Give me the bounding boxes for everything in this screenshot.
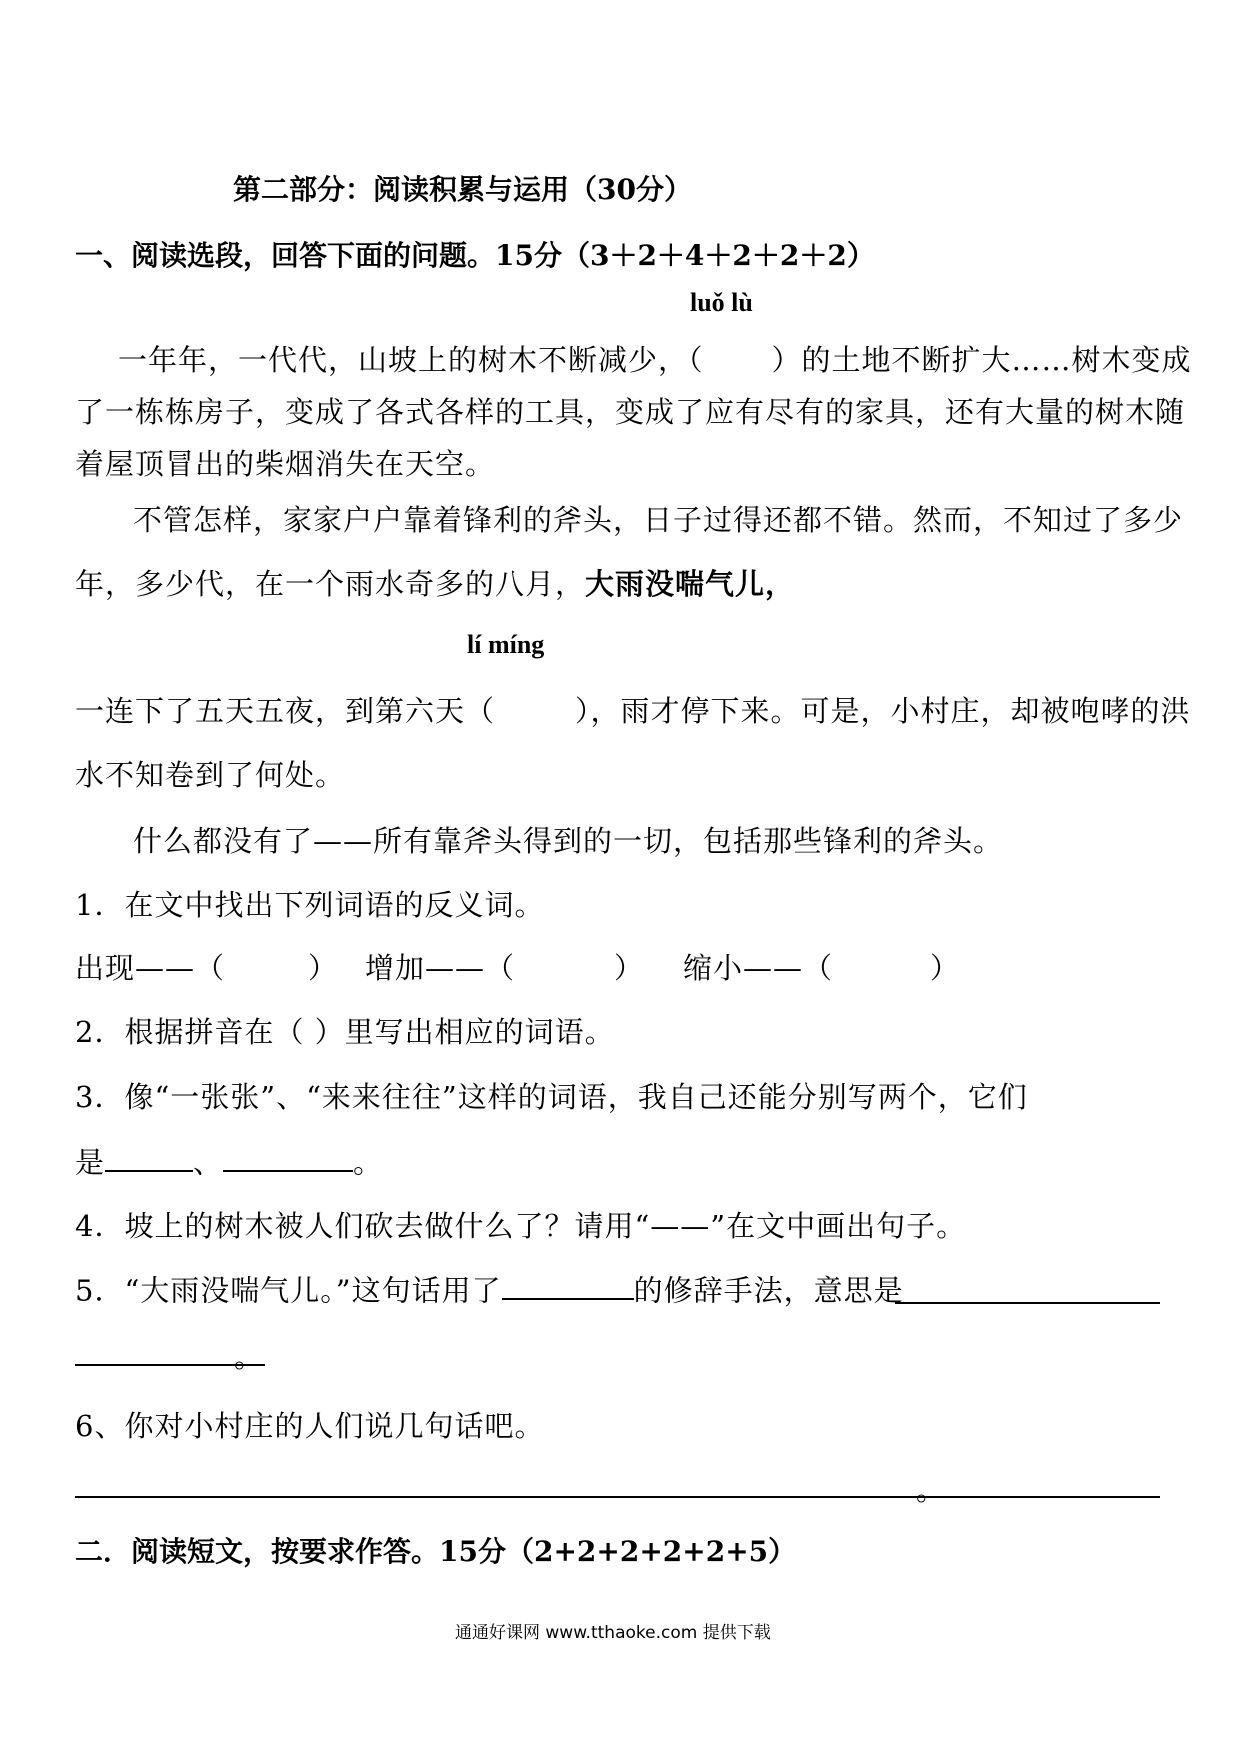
q1-item-2-open: 增加——（ <box>365 951 516 985</box>
question-1: 1．在文中找出下列词语的反义词。 <box>75 888 545 922</box>
question-2: 2．根据拼音在（ ）里写出相应的词语。 <box>75 1015 615 1049</box>
part1-heading: 一、阅读选段，回答下面的问题。15分（3＋2＋4＋2＋2＋2） <box>75 239 875 272</box>
para3: 什么都没有了——所有靠斧头得到的一切，包括那些锋利的斧头。 <box>133 824 1004 858</box>
question-3-line2 <box>75 1140 383 1181</box>
para1-line3: 着屋顶冒出的柴烟消失在天空。 <box>75 447 496 481</box>
q1-item-2-close: ） <box>614 951 645 985</box>
para2-line3 <box>75 689 1191 730</box>
q3-answer-blank-2[interactable] <box>223 1140 353 1172</box>
part2-heading: 二．阅读短文，按要求作答。15分（2+2+2+2+2+5） <box>75 1535 797 1568</box>
para1-line1-a: 一年年，一代代，山坡上的树木不断减少，（ <box>118 343 704 377</box>
para2-line3-b: ），雨才停下来。可是，小村庄，却被咆哮的洪 <box>575 694 1191 728</box>
q5-rhetoric-blank[interactable] <box>502 1268 634 1300</box>
para2-line2-a: 年，多少代，在一个雨水奇多的八月， <box>75 567 586 601</box>
q6-end-mark: 。 <box>916 1473 947 1507</box>
question-6: 6、你对小村庄的人们说几句话吧。 <box>75 1409 545 1443</box>
para1-line1-b: ）的土地不断扩大……树木变成 <box>771 343 1192 377</box>
para2-line1: 不管怎样，家家户户靠着锋利的斧头，日子过得还都不错。然而，不知过了多少 <box>133 503 1184 537</box>
q6-answer-line[interactable] <box>75 1496 1160 1498</box>
q5-meaning-blank[interactable] <box>895 1302 1160 1304</box>
pinyin-luolu: luǒ lù <box>690 288 753 317</box>
q3-separator: 、 <box>193 1145 224 1180</box>
para2-line2-bold: 大雨没喘气儿， <box>585 567 796 601</box>
q5-middle: 的修辞手法，意思是 <box>633 1273 904 1308</box>
q3-prefix: 是 <box>75 1145 106 1180</box>
pinyin-liming: lí míng <box>467 630 545 659</box>
q3-period: 。 <box>353 1145 384 1180</box>
q3-answer-blank-1[interactable] <box>105 1140 193 1172</box>
para2-line2 <box>75 562 795 603</box>
para1-line2: 了一栋栋房子，变成了各式各样的工具，变成了应有尽有的家具，还有大量的树木随 <box>75 395 1186 429</box>
para1-line1 <box>118 338 1192 379</box>
q1-item-3-close: ） <box>930 951 961 985</box>
q5-end-mark: 。 <box>234 1340 265 1374</box>
q1-item-3-open: 缩小——（ <box>683 951 834 985</box>
question-5 <box>75 1268 904 1309</box>
question-3-line1: 3．像“一张张”、“来来往往”这样的词语，我自己还能分别写两个，它们 <box>75 1080 1028 1114</box>
para2-line4: 水不知卷到了何处。 <box>75 758 346 792</box>
q1-item-1-close: ） <box>308 951 339 985</box>
para2-line3-a: 一连下了五天五夜，到第六天（ <box>75 694 496 728</box>
question-4: 4．坡上的树木被人们砍去做什么了？请用“——”在文中画出句子。 <box>75 1209 967 1243</box>
q5-prefix: 5．“大雨没喘气儿。”这句话用了 <box>75 1273 502 1308</box>
q1-item-1-open: 出现——（ <box>75 951 226 985</box>
footer-credit: 通通好课网 www.tthaoke.com 提供下载 <box>455 1623 771 1643</box>
section-title: 第二部分：阅读积累与运用（30分） <box>233 173 692 206</box>
